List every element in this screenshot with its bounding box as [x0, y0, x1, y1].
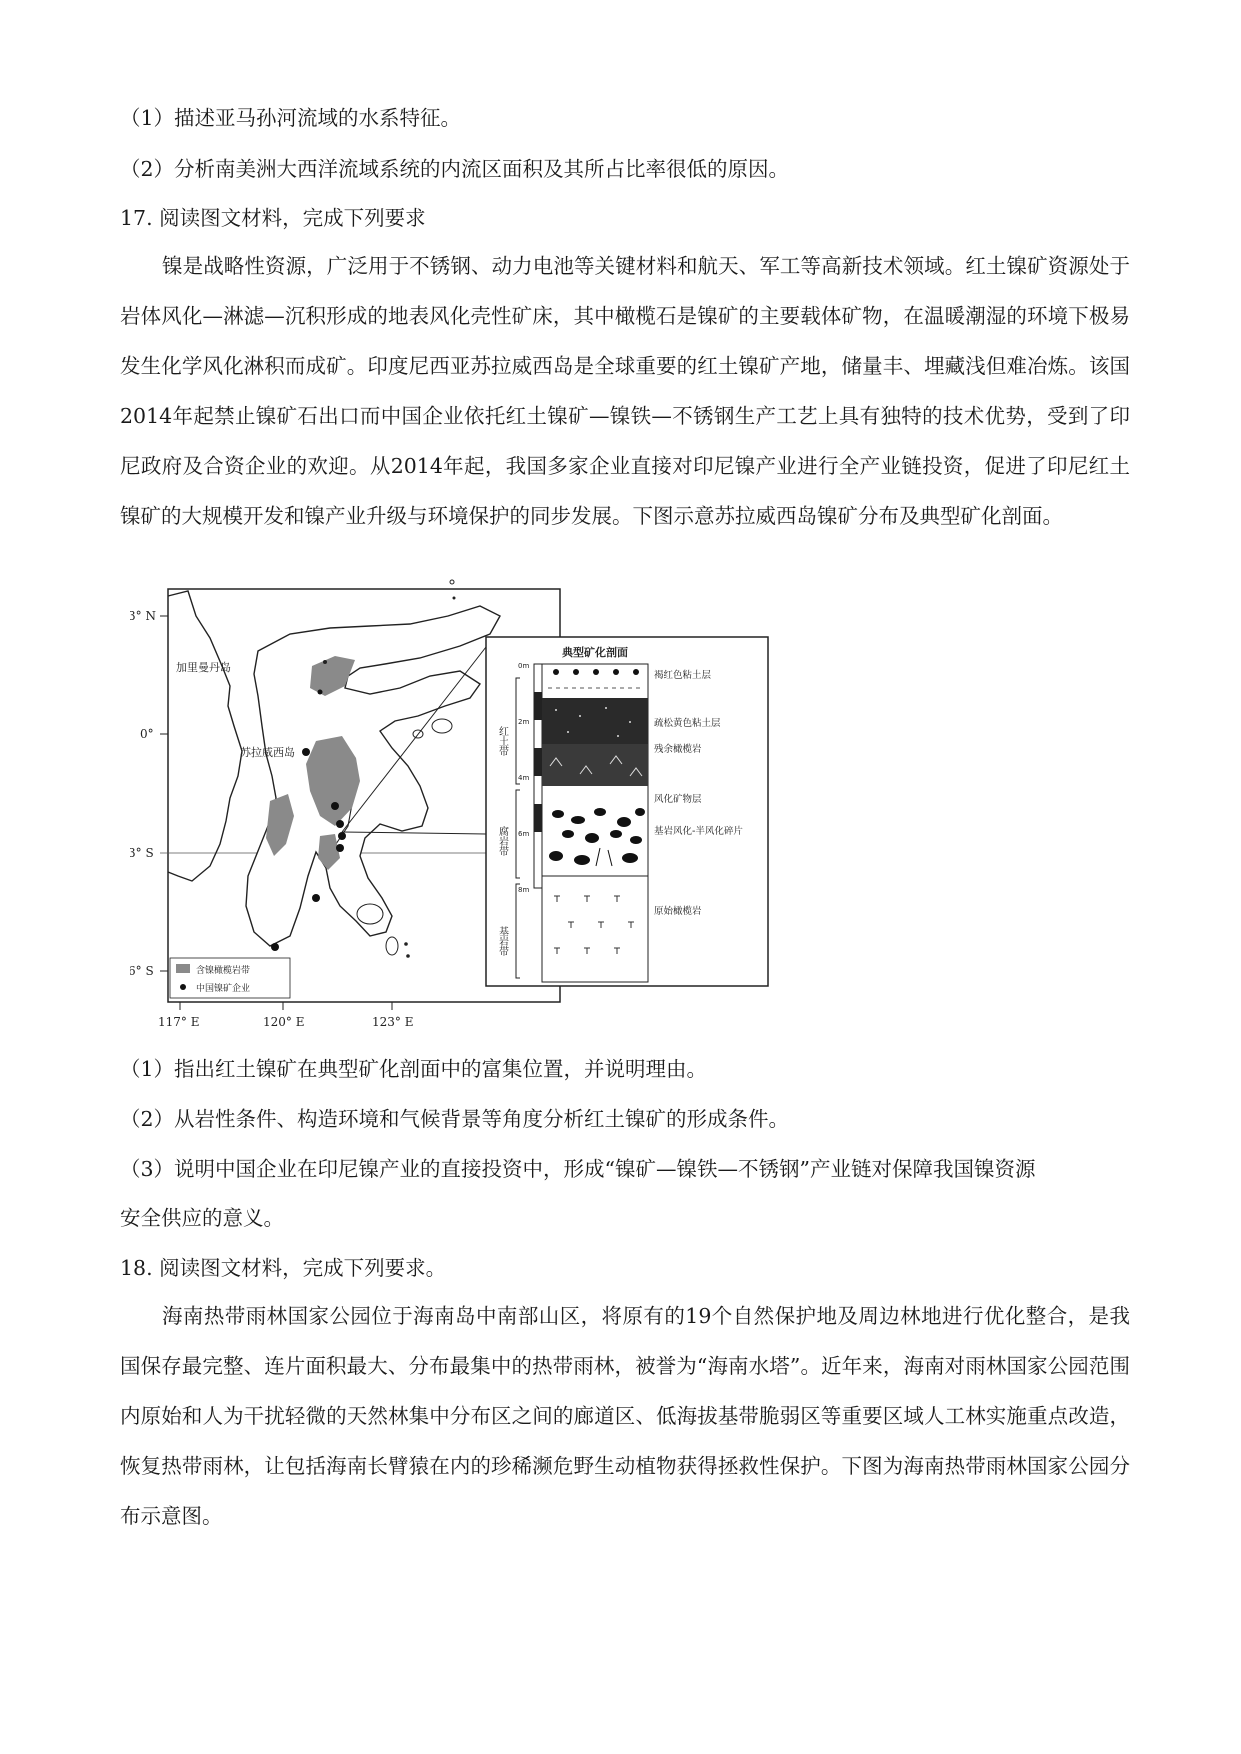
- depth-6: 6m: [518, 830, 530, 838]
- company-marker: [331, 802, 339, 810]
- legend-ore-label: 含镍橄榄岩带: [196, 966, 251, 976]
- island-4: [386, 937, 398, 955]
- sulawesi-map-figure: [130, 576, 870, 1048]
- depth-2: 2m: [518, 718, 530, 726]
- q18-heading: 18. 阅读图文材料，完成下列要求。: [120, 1256, 447, 1280]
- company-marker: [302, 748, 310, 756]
- sulawesi-label: 苏拉威西岛: [240, 746, 295, 759]
- layer-residual-peridotite: [542, 744, 648, 786]
- layer-label-2: 疏松黄色粘土层: [654, 718, 721, 729]
- q17-sub3-line1: （3）说明中国企业在印尼镍产业的直接投资中，形成“镍矿—镍铁—不锈钢”产业链对保障我国镍资源: [120, 1157, 1036, 1181]
- company-marker: [318, 690, 323, 695]
- legend-ore-swatch: [176, 964, 190, 973]
- layer-label-4: 风化矿物层: [654, 794, 702, 805]
- lat-label-0: 0°: [140, 727, 154, 741]
- q16-sub2: （2）分析南美洲大西洋流域系统的内流区面积及其所占比率很低的原因。: [120, 157, 790, 181]
- lat-label-3s: 3° S: [130, 846, 154, 860]
- q17-material: 镍是战略性资源，广泛用于不锈钢、动力电池等关键材料和航天、军工等高新技术领域。红土镍矿资源处于岩体风化—淋滤—沉积形成的地表风化壳性矿床，其中橄榄石是镍矿的主要载体矿物，在温暖潮湿的环境下极易发生化学风化淋积而成矿。印度尼西亚苏拉威西岛是全球重要的红土镍矿产地，储量丰、埋藏浅但难冶炼。该国2014年起禁止镍矿石出口而中国企业依托红土镍矿—镍铁—不锈钢生产工艺上具有独特的技术优势，受到了印尼政府及合资企业的欢迎。从2014年起，我国多家企业直接对印尼镍产业进行全产业链投资，促进了印尼红土镍矿的大规模开发和镍产业升级与环境保护的同步发展。下图示意苏拉威西岛镍矿分布及典型矿化剖面。: [120, 254, 1130, 528]
- layer-label-3: 残余橄榄岩: [654, 744, 702, 755]
- islet-4: [406, 954, 410, 958]
- lon-label-123: 123° E: [372, 1015, 414, 1029]
- company-marker: [338, 832, 346, 840]
- q17-sub3-line2: 安全供应的意义。: [120, 1206, 284, 1230]
- lon-label-117: 117° E: [158, 1015, 200, 1029]
- lat-label-3n: 3° N: [130, 609, 156, 623]
- q18-material: 海南热带雨林国家公园位于海南岛中南部山区，将原有的19个自然保护地及周边林地进行优化整合，是我国保存最完整、连片面积最大、分布最集中的热带雨林，被誉为“海南水塔”。近年来，海南对雨林国家公园范围内原始和人为干扰轻微的天然林集中分布区之间的廊道区、低海拔基带脆弱区等重要区域人工林实施重点改造，恢复热带雨林，让包括海南长臂猿在内的珍稀濒危野生动植物获得拯救性保护。下图为海南热带雨林国家公园分布示意图。: [120, 1304, 1130, 1528]
- layer-label-6: 原始橄榄岩: [654, 906, 702, 917]
- legend-company-label: 中国镍矿企业: [196, 984, 251, 994]
- lat-label-6s: 6° S: [130, 964, 154, 978]
- depth-4: 4m: [518, 774, 530, 782]
- profile-title: 典型矿化剖面: [562, 646, 628, 659]
- company-marker: [336, 844, 344, 852]
- islet-5: [323, 660, 327, 664]
- depth-scale-seg: [534, 804, 542, 832]
- depth-8: 8m: [518, 886, 530, 894]
- q17-figure: [130, 576, 870, 1048]
- islet-1: [450, 580, 454, 584]
- company-marker: [336, 820, 344, 828]
- layer-label-1: 褐红色粘土层: [654, 670, 712, 681]
- island-1: [432, 719, 452, 733]
- company-marker: [271, 943, 279, 951]
- depth-0: 0m: [518, 662, 530, 670]
- band-bedrock: 基岩带: [496, 926, 508, 956]
- band-laterite: 红土带: [496, 726, 508, 756]
- q17-heading: 17. 阅读图文材料，完成下列要求: [120, 206, 426, 230]
- islet-3: [404, 942, 408, 946]
- depth-scale-seg: [534, 692, 542, 720]
- company-marker: [312, 894, 320, 902]
- q16-sub1: （1）描述亚马孙河流域的水系特征。: [120, 106, 462, 130]
- band-saprolite: 腐岩带: [496, 826, 508, 856]
- layer-label-5: 基岩风化-半风化碎片: [654, 826, 743, 837]
- q17-sub1: （1）指出红土镍矿在典型矿化剖面中的富集位置，并说明理由。: [120, 1057, 708, 1081]
- lon-label-120: 120° E: [263, 1015, 305, 1029]
- legend-company-swatch: [180, 984, 186, 990]
- island-3: [357, 904, 383, 924]
- q17-sub2: （2）从岩性条件、构造环境和气候背景等角度分析红土镍矿的形成条件。: [120, 1107, 790, 1131]
- islet-2: [453, 597, 456, 600]
- kalimantan-label: 加里曼丹岛: [176, 661, 231, 674]
- layer-loose-yellow-clay: [542, 698, 648, 744]
- depth-scale-seg: [534, 748, 542, 776]
